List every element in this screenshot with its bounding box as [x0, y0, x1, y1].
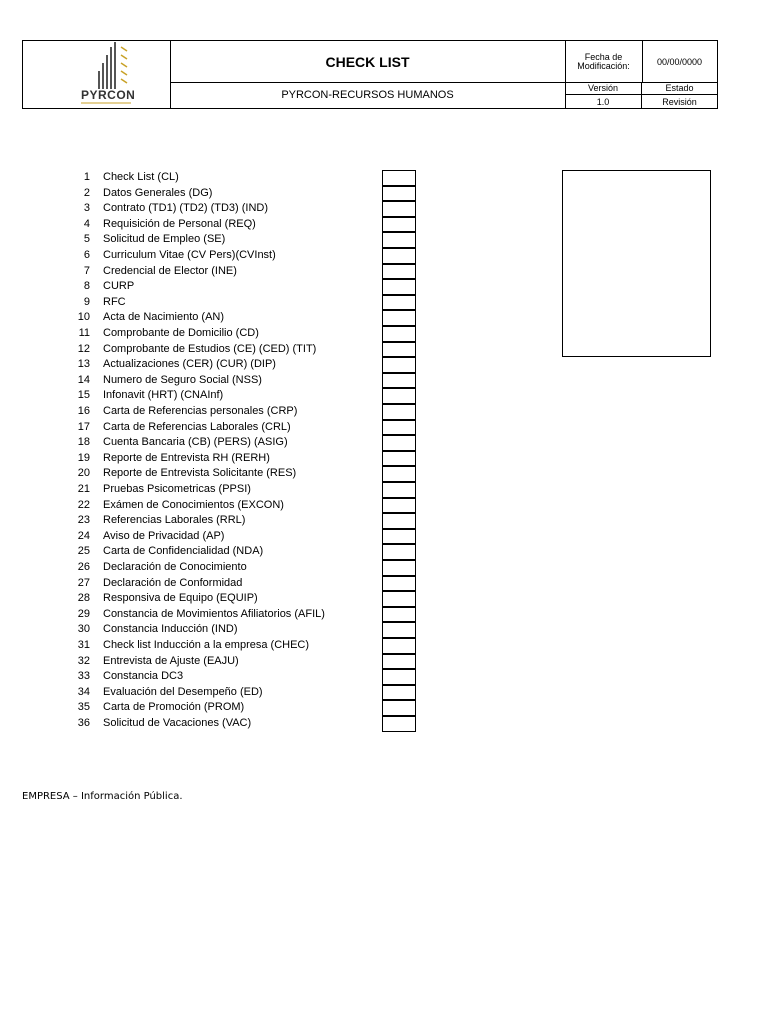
item-number: 6 [83, 249, 90, 261]
item-checkbox[interactable] [382, 591, 416, 607]
item-checkbox[interactable] [382, 404, 416, 420]
item-number: 32 [77, 654, 90, 667]
item-checkbox[interactable] [382, 420, 416, 436]
item-label: Evaluación del Desempeño (ED) [103, 685, 263, 698]
item-label: Reporte de Entrevista RH (RERH) [103, 451, 270, 464]
item-number: 19 [77, 451, 90, 464]
item-label: Reporte de Entrevista Solicitante (RES) [103, 467, 297, 480]
item-checkbox[interactable] [382, 264, 416, 280]
document-header [22, 40, 718, 109]
item-label: Comprobante de Domicilio (CD) [103, 327, 259, 339]
item-number: 34 [77, 685, 90, 698]
item-number: 36 [77, 717, 90, 729]
item-number: 28 [77, 592, 90, 605]
item-label: Actualizaciones (CER) (CUR) (DIP) [103, 358, 276, 371]
item-label: Infonavit (HRT) (CNAInf) [103, 389, 224, 402]
item-checkbox[interactable] [382, 295, 416, 311]
item-label: Check list Inducción a la empresa (CHEC) [103, 639, 310, 651]
item-label: Constancia DC3 [103, 670, 184, 683]
item-label: Carta de Promoción (PROM) [103, 701, 245, 714]
item-number: 16 [77, 405, 90, 417]
estado-label: Estado [642, 82, 717, 95]
item-checkbox[interactable] [382, 451, 416, 467]
item-number: 23 [77, 514, 90, 527]
item-number: 30 [77, 623, 90, 636]
item-number: 27 [77, 576, 90, 589]
item-label: Solicitud de Empleo (SE) [103, 233, 226, 246]
item-number: 26 [77, 561, 90, 573]
item-number: 29 [77, 607, 90, 620]
item-label: Carta de Confidencialidad (NDA) [103, 545, 264, 558]
revision-label: Revisión [662, 96, 697, 107]
item-checkbox[interactable] [382, 638, 416, 654]
item-checkbox[interactable] [382, 544, 416, 560]
fecha-label: Fecha de Modificación: [565, 41, 643, 83]
version-value: 1.0 [565, 95, 642, 108]
item-checkbox[interactable] [382, 669, 416, 685]
item-checkbox[interactable] [382, 186, 416, 202]
item-label: Responsiva de Equipo (EQUIP) [103, 592, 258, 605]
item-number: 33 [77, 670, 90, 683]
item-label: Constancia de Movimientos Afiliatorios (AFIL) [103, 607, 325, 620]
item-checkbox[interactable] [382, 700, 416, 716]
item-number: 15 [77, 389, 90, 402]
item-checkbox[interactable] [382, 388, 416, 404]
item-checkbox[interactable] [382, 357, 416, 373]
item-label: Curriculum Vitae (CV Pers)(CVInst) [103, 249, 276, 261]
item-number: 12 [77, 342, 90, 355]
item-number: 20 [77, 467, 90, 480]
item-number: 5 [83, 233, 90, 246]
photo-box [562, 170, 711, 357]
item-checkbox[interactable] [382, 607, 416, 623]
document-subtitle: PYRCON-RECURSOS HUMANOS [170, 82, 566, 108]
item-number: 14 [77, 373, 90, 386]
item-checkbox[interactable] [382, 466, 416, 482]
item-number: 22 [77, 498, 90, 511]
item-number: 24 [77, 529, 90, 542]
item-label: Entrevista de Ajuste (EAJU) [103, 654, 239, 667]
item-number: 25 [77, 545, 90, 558]
item-number: 7 [83, 264, 90, 277]
item-label: Carta de Referencias Laborales (CRL) [103, 420, 291, 433]
item-label: Constancia Inducción (IND) [103, 623, 238, 636]
item-label: CURP [103, 280, 135, 293]
item-checkbox[interactable] [382, 342, 416, 358]
logo-cell [23, 41, 171, 108]
item-checkbox[interactable] [382, 622, 416, 638]
item-label: RFC [103, 295, 126, 308]
item-checkbox[interactable] [382, 576, 416, 592]
item-checkbox[interactable] [382, 232, 416, 248]
item-number: 4 [83, 217, 90, 230]
item-number: 2 [83, 186, 90, 199]
item-checkbox[interactable] [382, 482, 416, 498]
item-checkbox[interactable] [382, 654, 416, 670]
item-number: 11 [78, 327, 90, 339]
item-label: Datos Generales (DG) [103, 186, 213, 199]
item-checkbox[interactable] [382, 201, 416, 217]
item-label: Declaración de Conocimiento [103, 561, 247, 573]
item-checkbox[interactable] [382, 310, 416, 326]
item-number: 31 [77, 639, 90, 651]
item-number: 13 [77, 358, 90, 371]
logo-wordmark: PYRCON [81, 88, 136, 102]
item-checkbox[interactable] [382, 685, 416, 701]
item-number: 35 [77, 701, 90, 714]
item-number: 1 [83, 171, 90, 183]
item-label: Numero de Seguro Social (NSS) [103, 373, 262, 386]
item-number: 17 [77, 420, 90, 433]
item-number: 21 [77, 483, 90, 495]
version-label: Versión [565, 82, 642, 95]
item-number: 10 [77, 311, 90, 324]
item-checkbox[interactable] [382, 529, 416, 545]
item-label: Comprobante de Estudios (CE) (CED) (TIT) [103, 342, 317, 355]
item-label: Acta de Nacimiento (AN) [103, 311, 225, 324]
item-checkbox[interactable] [382, 513, 416, 529]
item-number: 9 [83, 295, 90, 308]
item-label: Referencias Laborales (RRL) [103, 514, 246, 527]
item-label: Aviso de Privacidad (AP) [103, 529, 225, 542]
fecha-value: 00/00/0000 [642, 41, 717, 83]
item-label: Requisición de Personal (REQ) [103, 217, 256, 230]
item-checkbox[interactable] [382, 560, 416, 576]
item-number: 18 [77, 436, 90, 449]
item-label: Solicitud de Vacaciones (VAC) [103, 717, 252, 729]
item-label: Carta de Referencias personales (CRP) [103, 405, 298, 417]
footer-classification: EMPRESA – Información Pública. [22, 791, 183, 802]
item-label: Declaración de Conformidad [103, 576, 243, 589]
item-checkbox[interactable] [382, 217, 416, 233]
item-checkbox[interactable] [382, 279, 416, 295]
item-label: Exámen de Conocimientos (EXCON) [103, 498, 284, 511]
item-checkbox[interactable] [382, 170, 416, 186]
item-checkbox[interactable] [382, 373, 416, 389]
document-title: CHECK LIST [170, 41, 566, 83]
item-label: Contrato (TD1) (TD2) (TD3) (IND) [103, 202, 269, 215]
item-label: Pruebas Psicometricas (PPSI) [103, 483, 251, 495]
item-checkbox[interactable] [382, 248, 416, 264]
item-checkbox[interactable] [382, 498, 416, 514]
item-label: Credencial de Elector (INE) [103, 264, 237, 277]
item-label: Cuenta Bancaria (CB) (PERS) (ASIG) [103, 436, 288, 449]
item-number: 8 [83, 280, 90, 293]
item-number: 3 [83, 202, 90, 215]
item-checkbox[interactable] [382, 716, 416, 732]
item-checkbox[interactable] [382, 326, 416, 342]
item-checkbox[interactable] [382, 435, 416, 451]
item-label: Check List (CL) [103, 171, 179, 183]
